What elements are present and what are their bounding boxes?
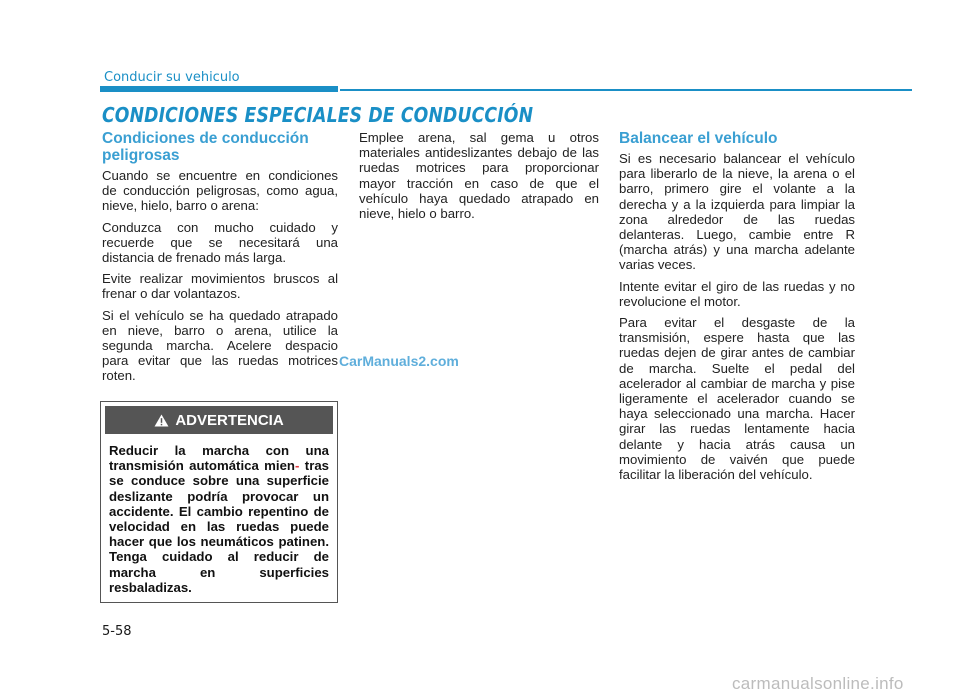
header-rule-thin bbox=[340, 89, 912, 91]
subheading-dangerous-conditions: Condiciones de conducción peligrosas bbox=[102, 130, 309, 164]
paragraph: Si el vehículo se ha quedado atrapado en nieve, barro o arena, utilice la segunda marcha. Acelere despacio para evitar que las ruedas motrices roten. bbox=[102, 307, 338, 384]
paragraph: Evite realizar movimientos bruscos al frenar o dar volantazos. bbox=[102, 271, 338, 302]
paragraph: Conduzca con mucho cuidado y recuerde que se necesitará una distancia de frenado más larga. bbox=[102, 219, 338, 266]
subheading-rocking-vehicle: Balancear el vehículo bbox=[619, 130, 778, 147]
paragraph: Emplee arena, sal gema u otros materiales antideslizantes debajo de las ruedas motrices para proporcionar mayor tracción en caso de que el vehículo haya quedado atrapado en nieve, hielo o barro. bbox=[359, 130, 599, 222]
column-2 bbox=[359, 130, 599, 227]
warning-text-part2: tras se conduce sobre una superficie deslizante podría provocar un accidente. El cambio repentino de velocidad en las ruedas puede hacer que los neumáticos patinen. Tenga cuidado al reducir de marcha en superficies resbaladizas. bbox=[109, 458, 329, 595]
column-3 bbox=[619, 130, 855, 488]
footer-watermark: carmanualsonline.info bbox=[732, 674, 904, 693]
paragraph: Si es necesario balancear el vehículo para liberarlo de la nieve, la arena o el barro, primero gire el volante a la derecha y a la izquierda para limpiar la zona alrededor de las ruedas delanteras. Luego, cambie entre R (marcha atrás) y una marcha adelante varias veces. bbox=[619, 151, 855, 273]
paragraph: Intente evitar el giro de las ruedas y no revolucione el motor. bbox=[619, 278, 855, 309]
warning-hyphen: - bbox=[294, 458, 300, 474]
warning-text-part1: Reducir la marcha con una transmisión automática mien bbox=[109, 443, 329, 474]
header-rule-thick bbox=[100, 86, 338, 92]
warning-text bbox=[109, 443, 329, 595]
watermark-link: CarManuals2.com bbox=[339, 353, 459, 369]
chapter-title: CONDICIONES ESPECIALES DE CONDUCCIÓN bbox=[102, 103, 534, 127]
paragraph: Cuando se encuentre en condiciones de conducción peligrosas, como agua, nieve, hielo, barro o arena: bbox=[102, 168, 338, 214]
page-number: 5-58 bbox=[102, 624, 132, 639]
warning-heading: ADVERTENCIA bbox=[175, 411, 284, 429]
section-label: Conducir su vehiculo bbox=[104, 70, 240, 85]
column-1 bbox=[102, 130, 338, 390]
warning-box bbox=[100, 401, 338, 603]
paragraph: Para evitar el desgaste de la transmisión, espere hasta que las ruedas dejen de girar antes de cambiar de marcha. Suelte el pedal del acelerador al cambiar de marcha y pise ligeramente el acelerador cuando se haya seleccionado una marcha. Hacer girar las ruedas lentamente hacia delante y hacia atrás causa un movimiento de vaivén que puede facilitar la liberación del vehículo. bbox=[619, 315, 855, 483]
warning-header bbox=[105, 406, 333, 434]
warning-triangle-icon bbox=[154, 414, 169, 427]
